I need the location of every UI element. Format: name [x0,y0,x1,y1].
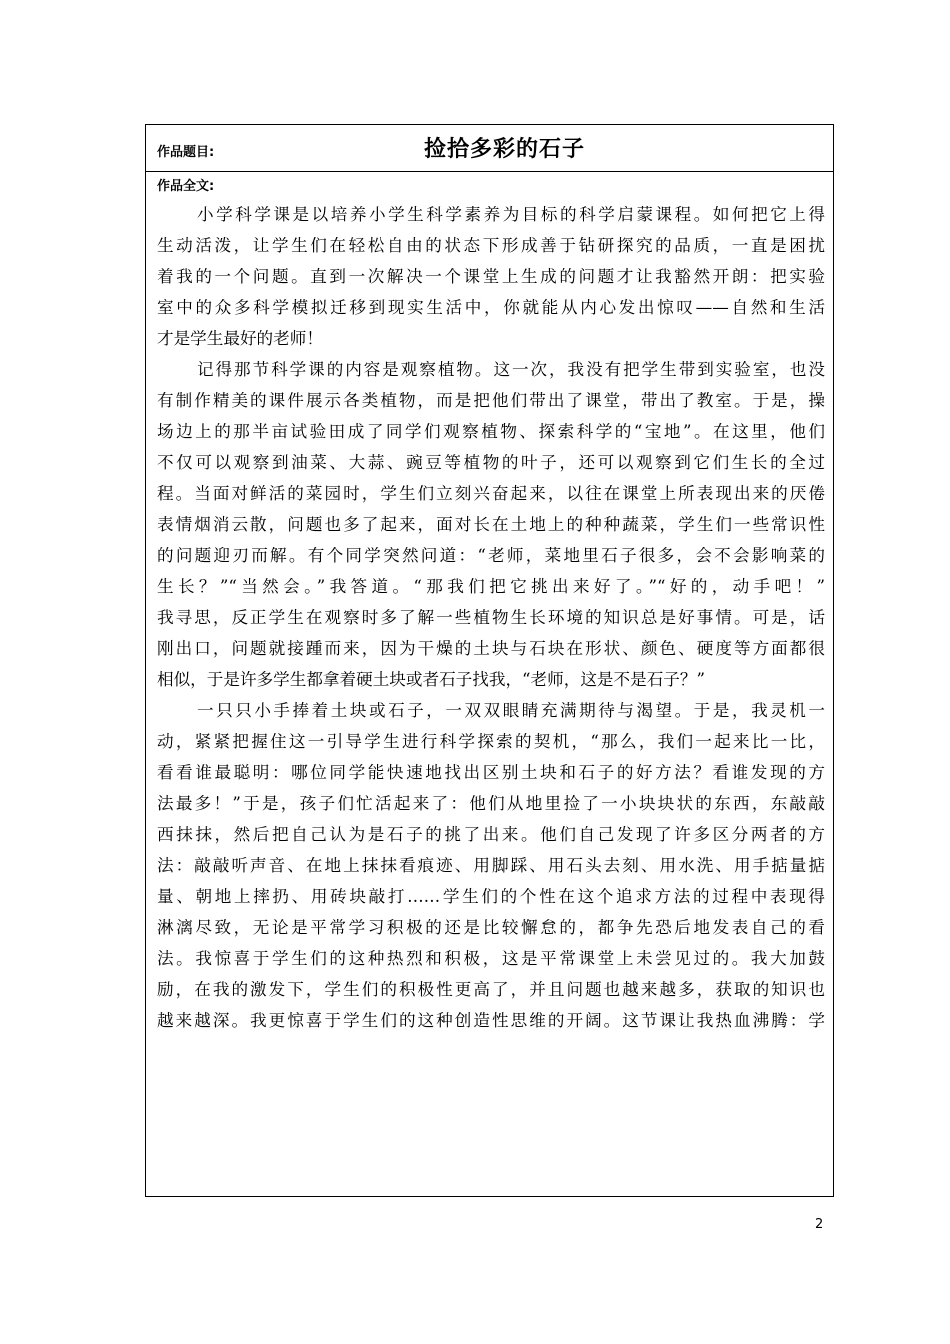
essay-title: 捡拾多彩的石子 [424,137,586,162]
row-divider [146,171,833,172]
essay-line: 我寻思，反正学生在观察时多了解一些植物生长环境的知识总是好事情。可是，话 [157,608,825,627]
essay-line: 西抹抹，然后把自己认为是石子的挑了出来。他们自己发现了许多区分两者的方 [157,825,825,844]
title-label: 作品题目: [157,145,215,160]
essay-line: 着我的一个问题。直到一次解决一个课堂上生成的问题才让我豁然开朗：把实验 [157,267,825,286]
essay-line: 表情烟消云散，问题也多了起来，面对长在土地上的种种蔬菜，学生们一些常识性 [157,515,825,534]
essay-line: 看看谁最聪明：哪位同学能快速地找出区别土块和石子的好方法？看谁发现的方 [157,763,825,782]
essay-line: 淋漓尽致，无论是平常学习积极的还是比较懈怠的，都争先恐后地发表自己的看 [157,918,825,937]
essay-line: 小学科学课是以培养小学生科学素养为目标的科学启蒙课程。如何把它上得 [197,205,825,224]
essay-line: 记得那节科学课的内容是观察植物。这一次，我没有把学生带到实验室，也没 [197,360,825,379]
essay-line: 才是学生最好的老师！ [157,329,323,348]
essay-table [145,124,834,1197]
essay-line: 生动活泼，让学生们在轻松自由的状态下形成善于钻研探究的品质，一直是困扰 [157,236,825,255]
essay-line: 场边上的那半亩试验田成了同学们观察植物、探索科学的“宝地”。在这里，他们 [157,422,825,441]
essay-line: 动，紧紧把握住这一引导学生进行科学探索的契机，“那么，我们一起来比一比， [157,732,825,751]
essay-line: 有制作精美的课件展示各类植物，而是把他们带出了课堂，带出了教室。于是，操 [157,391,825,410]
body-label: 作品全文: [157,179,215,194]
essay-line: 法。我惊喜于学生们的这种热烈和积极，这是平常课堂上未尝见过的。我大加鼓 [157,949,825,968]
essay-line: 越来越深。我更惊喜于学生们的这种创造性思维的开阔。这节课让我热血沸腾：学 [157,1011,825,1030]
essay-line: 室中的众多科学模拟迁移到现实生活中，你就能从内心发出惊叹——自然和生活 [157,298,825,317]
page-number: 2 [815,1217,824,1232]
essay-line: 相似，于是许多学生都拿着硬土块或者石子找我，“老师，这是不是石子？” [157,670,705,689]
essay-line: 励，在我的激发下，学生们的积极性更高了，并且问题也越来越多，获取的知识也 [157,980,825,999]
title-row [146,125,833,171]
essay-line: 量、朝地上摔扔、用砖块敲打……学生们的个性在这个追求方法的过程中表现得 [157,887,825,906]
essay-line: 法：敲敲听声音、在地上抹抹看痕迹、用脚踩、用石头去刻、用水洗、用手掂量掂 [157,856,825,875]
essay-body [157,199,825,1036]
essay-line: 法最多！”于是，孩子们忙活起来了：他们从地里捡了一小块块状的东西，东敲敲 [157,794,825,813]
essay-line: 一只只小手捧着土块或石子，一双双眼睛充满期待与渴望。于是，我灵机一 [197,701,825,720]
essay-line: 刚出口，问题就接踵而来，因为干燥的土块与石块在形状、颜色、硬度等方面都很 [157,639,825,658]
essay-line: 程。当面对鲜活的菜园时，学生们立刻兴奋起来，以往在课堂上所表现出来的厌倦 [157,484,825,503]
essay-line: 生长？”“当然会。”我答道。“那我们把它挑出来好了。”“好的，动手吧！” [157,577,825,596]
essay-line: 的问题迎刃而解。有个同学突然问道：“老师，菜地里石子很多，会不会影响菜的 [157,546,825,565]
essay-line: 不仅可以观察到油菜、大蒜、豌豆等植物的叶子，还可以观察到它们生长的全过 [157,453,825,472]
